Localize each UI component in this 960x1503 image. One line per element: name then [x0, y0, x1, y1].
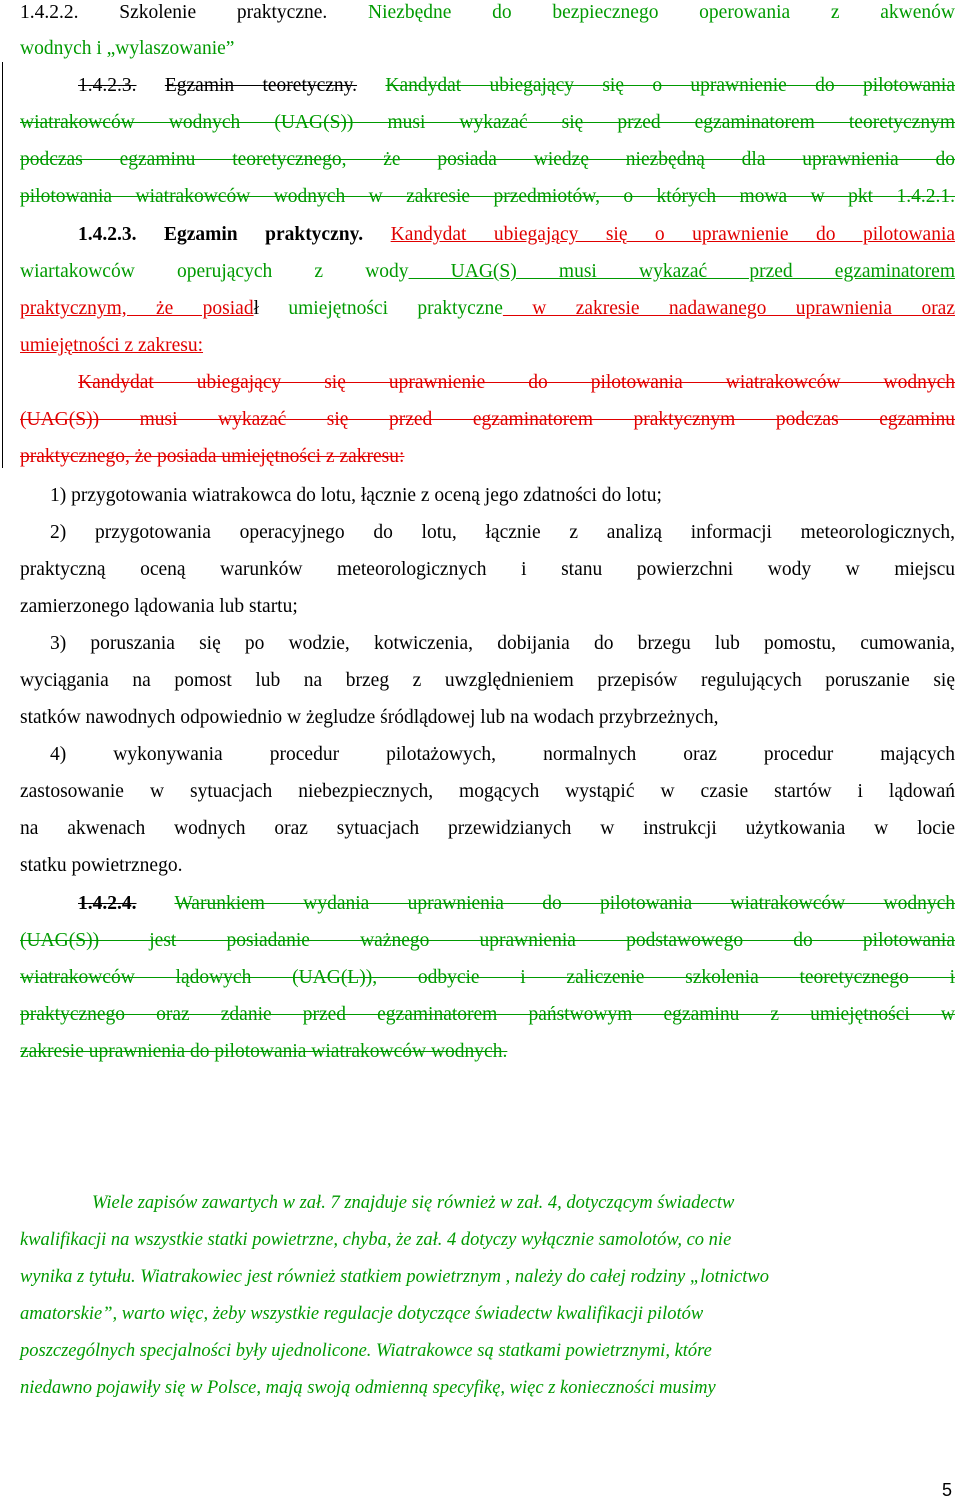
section-1423a-line1	[20, 73, 955, 99]
section-title: Szkolenie praktyczne.	[119, 2, 328, 23]
deleted-line: praktycznego, że posiada umiejętności z zakresu:	[20, 446, 405, 467]
comment-line: Wiele zapisów zawartych w zał. 7 znajduje się również w zał. 4, dotyczącym świadectw	[92, 1193, 735, 1213]
deleted-line: podczas egzaminu teoretycznego, że posiada wiedzę niezbędną dla uprawnienia do	[20, 149, 955, 170]
list-item: 4) wykonywania procedur pilotażowych, normalnych oraz procedur mających	[50, 744, 955, 765]
inserted-text: praktycznym, że posiad	[20, 298, 254, 319]
deleted-line: zakresie uprawnienia do pilotowania wiatrakowców wodnych.	[20, 1041, 508, 1062]
comment-line: amatorskie”, warto więc, żeby wszystkie regulacje dotyczące świadectw kwalifikacji pilotów	[20, 1304, 704, 1324]
list-item-continued: wyciągania na pomost lub na brzeg z uwzględnieniem przepisów regulujących poruszanie się	[20, 670, 955, 691]
comment-line: wynika z tytułu. Wiatrakowiec jest również statkiem powietrznym , należy do całej rodziny „lotnictwo	[20, 1267, 769, 1287]
list-item: 2) przygotowania operacyjnego do lotu, łącznie z analizą informacji meteorologicznych,	[50, 522, 955, 543]
deleted-section-title: Egzamin teoretyczny.	[164, 75, 358, 96]
deleted-line: (UAG(S)) jest posiadanie ważnego uprawnienia podstawowego do pilotowania	[20, 930, 955, 951]
comment-line: kwalifikacji na wszystkie statki powietrzne, chyba, że zał. 4 dotyczy wyłącznie samolotów, co nie	[20, 1230, 732, 1250]
deleted-section-number: 1.4.2.4.	[78, 893, 137, 914]
section-1422-line1	[20, 0, 955, 26]
section-title: Egzamin praktyczny.	[163, 224, 364, 245]
deleted-line: Kandydat ubiegający się uprawnienie do pilotowania wiatrakowców wodnych	[78, 372, 955, 393]
list-item-continued: zastosowanie w sytuacjach niebezpiecznych, mogących wystąpić w czasie startów i lądowań	[20, 781, 955, 802]
deleted-line: pilotowania wiatrakowców wodnych w zakresie przedmiotów, o których mowa w pkt 1.4.2.1.	[20, 186, 955, 207]
section-number: 1.4.2.3.	[78, 224, 137, 245]
section-1423b-line3	[20, 296, 955, 322]
comment-line: poszczególnych specjalności były ujednolicone. Wiatrakowce są statkami powietrznymi, które	[20, 1341, 712, 1361]
change-bar	[2, 62, 3, 468]
deleted-line: (UAG(S)) musi wykazać się przed egzaminatorem praktycznym podczas egzaminu	[20, 409, 955, 430]
list-item-continued: na akwenach wodnych oraz sytuacjach przewidzianych w instrukcji użytkowania w locie	[20, 818, 955, 839]
inserted-text: w zakresie nadawanego uprawnienia oraz	[502, 298, 955, 319]
comment-line: niedawno pojawiły się w Polsce, mają swoją odmienną specyfikę, więc z konieczności musimy	[20, 1378, 716, 1398]
list-item-continued: statku powietrznego.	[20, 855, 183, 876]
section-number: 1.4.2.2.	[20, 2, 79, 23]
section-1423b-line4: umiejętności z zakresu:	[20, 335, 204, 356]
deleted-section-number: 1.4.2.3.	[78, 75, 137, 96]
page-number: 5	[941, 1480, 952, 1500]
deleted-line: wiatrakowców wodnych (UAG(S)) musi wykazać się przed egzaminatorem teoretycznym	[20, 112, 955, 133]
list-item-continued: praktyczną oceną warunków meteorologicznych i stanu powierzchni wody w miejscu	[20, 559, 955, 580]
section-1422-line2: wodnych i „wylaszowanie”	[20, 38, 235, 59]
list-item-continued: zamierzonego lądowania lub startu;	[20, 596, 298, 617]
inserted-text: Niezbędne do bezpiecznego operowania z akwenów	[368, 2, 955, 23]
section-1423b-line1	[20, 222, 955, 248]
inserted-text: UAG(S) musi wykazać przed egzaminatorem	[408, 261, 956, 282]
deleted-line: wiatrakowców lądowych (UAG(L)), odbycie i zaliczenie szkolenia teoretycznego i	[20, 967, 955, 988]
list-item: 1) przygotowania wiatrakowca do lotu, łącznie z oceną jego zdatności do lotu;	[50, 485, 662, 506]
inserted-text: umiejętności praktyczne	[259, 298, 503, 319]
inserted-text: wiartakowców operujących z wody	[20, 261, 409, 282]
inserted-text: Kandydat ubiegający się o uprawnienie do pilotowania	[390, 224, 956, 245]
list-item: 3) poruszania się po wodzie, kotwiczenia, dobijania do brzegu lub pomostu, cumowania,	[50, 633, 955, 654]
section-1423b-line2	[20, 259, 955, 285]
deleted-text: Warunkiem wydania uprawnienia do pilotowania wiatrakowców wodnych	[174, 893, 955, 914]
deleted-text: Kandydat ubiegający się o uprawnienie do pilotowania	[385, 75, 956, 96]
list-item-continued: statków nawodnych odpowiednio w żegludze śródlądowej lub na wodach przybrzeżnych,	[20, 707, 719, 728]
deleted-line: praktycznego oraz zdanie przed egzaminatorem państwowym egzaminu z umiejętności w	[20, 1004, 955, 1025]
plain-text: ł	[253, 298, 260, 319]
section-1424-line1	[20, 891, 955, 917]
